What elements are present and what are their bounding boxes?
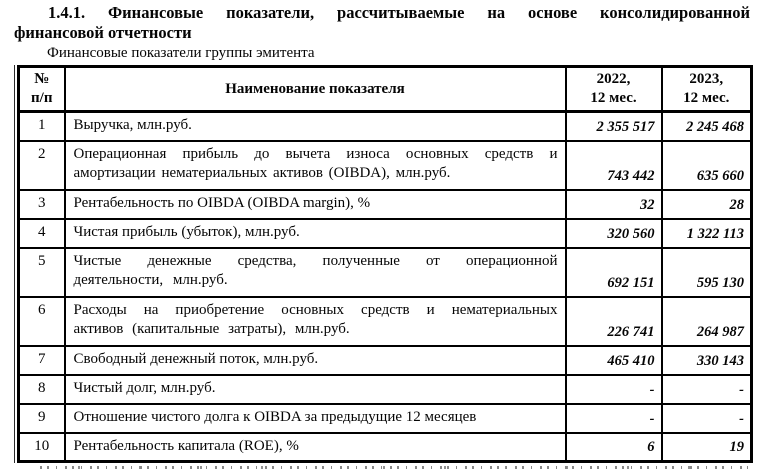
table-row bbox=[19, 375, 752, 404]
value-2023: 264 987 bbox=[662, 297, 752, 346]
value-2023: 635 660 bbox=[662, 141, 752, 190]
indicator-name: Операционная прибыль до вычета износа основных средств и амортизации нематериальных активов (OIBDA), млн.руб. bbox=[65, 141, 566, 190]
row-number: 7 bbox=[19, 346, 65, 375]
header-year-2023-line1: 2023, bbox=[689, 71, 724, 87]
value-2023: 2 245 468 bbox=[662, 112, 752, 141]
value-2022: 692 151 bbox=[566, 248, 662, 297]
value-2023: - bbox=[662, 404, 752, 433]
value-2022: 226 741 bbox=[566, 297, 662, 346]
indicator-name: Чистые денежные средства, полученные от операционной деятельности, млн.руб. bbox=[65, 248, 566, 297]
value-2023: 330 143 bbox=[662, 346, 752, 375]
header-row-number-line1: № bbox=[34, 71, 50, 87]
row-number: 8 bbox=[19, 375, 65, 404]
section-heading-line1: 1.4.1. Финансовые показатели, рассчитываемые на основе консолидированной bbox=[48, 3, 750, 22]
header-year-2022 bbox=[566, 67, 662, 112]
row-number: 5 bbox=[19, 248, 65, 297]
indicator-name: Чистый долг, млн.руб. bbox=[65, 375, 566, 404]
table-row bbox=[19, 141, 752, 190]
section-heading-line2: финансовой отчетности bbox=[14, 23, 192, 42]
indicator-name: Рентабельность по OIBDA (OIBDA margin), % bbox=[65, 190, 566, 219]
value-2023: 19 bbox=[662, 433, 752, 462]
row-number: 1 bbox=[19, 112, 65, 141]
table-row bbox=[19, 346, 752, 375]
value-2022: - bbox=[566, 375, 662, 404]
indicator-name: Отношение чистого долга к OIBDA за предыдущие 12 месяцев bbox=[65, 404, 566, 433]
financial-indicators-table bbox=[17, 65, 753, 463]
table-row bbox=[19, 297, 752, 346]
indicator-name: Свободный денежный поток, млн.руб. bbox=[65, 346, 566, 375]
value-2022: 465 410 bbox=[566, 346, 662, 375]
table-row bbox=[19, 112, 752, 141]
indicator-name: Выручка, млн.руб. bbox=[65, 112, 566, 141]
table-row bbox=[19, 404, 752, 433]
row-number: 6 bbox=[19, 297, 65, 346]
row-number: 3 bbox=[19, 190, 65, 219]
value-2022: 2 355 517 bbox=[566, 112, 662, 141]
row-number: 9 bbox=[19, 404, 65, 433]
table-row bbox=[19, 433, 752, 462]
value-2022: 320 560 bbox=[566, 219, 662, 248]
financial-table-wrapper bbox=[14, 65, 753, 463]
header-year-2022-line2: 12 мес. bbox=[590, 90, 637, 106]
header-row-number-line2: п/п bbox=[31, 90, 53, 106]
value-2023: 1 322 113 bbox=[662, 219, 752, 248]
value-2022: 32 bbox=[566, 190, 662, 219]
value-2022: - bbox=[566, 404, 662, 433]
header-year-2023 bbox=[662, 67, 752, 112]
clipped-text-line bbox=[40, 466, 748, 471]
row-number: 10 bbox=[19, 433, 65, 462]
value-2022: 6 bbox=[566, 433, 662, 462]
header-indicator-name: Наименование показателя bbox=[65, 67, 566, 112]
table-header-row bbox=[19, 67, 752, 112]
header-year-2023-line2: 12 мес. bbox=[683, 90, 730, 106]
row-number: 4 bbox=[19, 219, 65, 248]
value-2023: 595 130 bbox=[662, 248, 752, 297]
indicator-name: Чистая прибыль (убыток), млн.руб. bbox=[65, 219, 566, 248]
header-row-number bbox=[19, 67, 65, 112]
table-row bbox=[19, 190, 752, 219]
table-row bbox=[19, 248, 752, 297]
indicator-name: Рентабельность капитала (ROE), % bbox=[65, 433, 566, 462]
table-caption: Финансовые показатели группы эмитента bbox=[47, 45, 315, 61]
value-2023: 28 bbox=[662, 190, 752, 219]
value-2023: - bbox=[662, 375, 752, 404]
table-row bbox=[19, 219, 752, 248]
value-2022: 743 442 bbox=[566, 141, 662, 190]
header-year-2022-line1: 2022, bbox=[596, 71, 631, 87]
indicator-name: Расходы на приобретение основных средств и нематериальных активов (капитальные затраты), млн.руб. bbox=[65, 297, 566, 346]
row-number: 2 bbox=[19, 141, 65, 190]
